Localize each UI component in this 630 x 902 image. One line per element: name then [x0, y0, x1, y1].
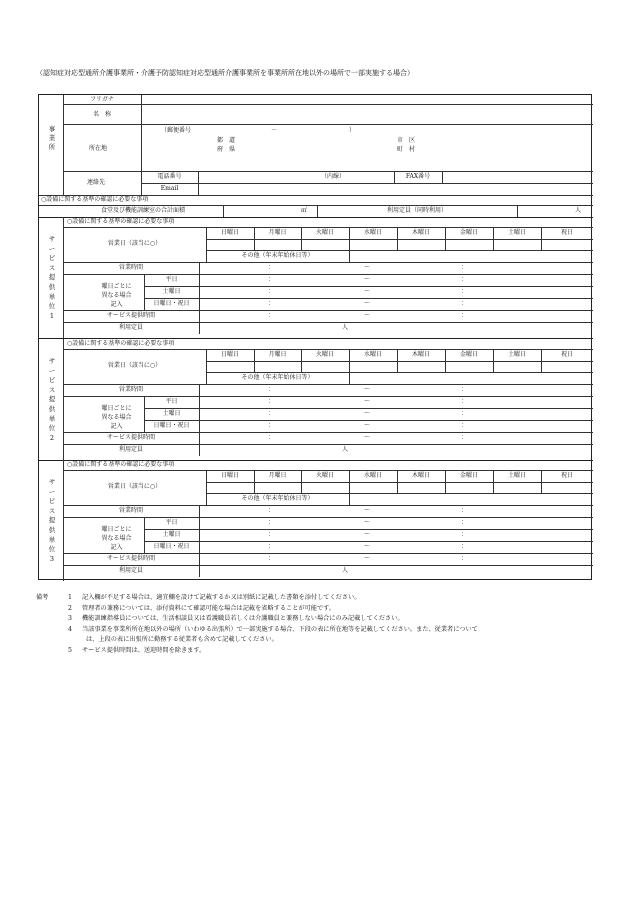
unit-3-day-4: 水曜日	[363, 472, 382, 479]
unit-2-day-4-mark[interactable]	[350, 362, 396, 371]
unit-3-day-2-mark[interactable]	[255, 483, 300, 492]
unit-2-sunhol-label: 日曜日・祝日	[153, 422, 190, 429]
unit-2-time-row-5-colon-a: ：	[268, 434, 275, 441]
note-item	[68, 604, 478, 615]
note-text: 管理者の兼務については、添付資料にて確認可能な場合は記載を省略することが可能です。	[82, 604, 336, 612]
unit-3-business-days-label: 営業日（該当に○）	[107, 483, 162, 490]
unit-1-time-row-1-colon-b: ：	[461, 264, 468, 271]
unit-2-other-label: その他（年末年始休日等）	[241, 374, 314, 381]
notes-list	[68, 593, 478, 657]
unit-1-time-row-3-tilde: ～	[364, 288, 371, 295]
unit-3-day-2: 月曜日	[268, 472, 287, 479]
unit-2-day-8-mark[interactable]	[542, 362, 592, 371]
unit-1-day-6-mark[interactable]	[446, 240, 492, 249]
facility-capacity-unit: 人	[575, 207, 582, 214]
unit-3-service-hours-label: サービス提供時間	[106, 555, 155, 562]
unit-2-time-row-4-input[interactable]	[200, 421, 592, 431]
name-label: 名 称	[92, 111, 111, 118]
contact-label: 連絡先	[87, 179, 106, 186]
unit-3-time-row-1-tilde: ～	[364, 507, 371, 514]
unit-3-day-3: 火曜日	[315, 472, 334, 479]
note-item	[68, 614, 478, 625]
unit-2-time-row-5-input[interactable]	[200, 433, 592, 443]
unit-3-time-row-4-tilde: ～	[364, 543, 371, 550]
unit-3-day-6-mark[interactable]	[446, 483, 492, 492]
unit-2-day-6: 金曜日	[459, 351, 478, 358]
unit-2-hours-label: 営業時間	[118, 386, 143, 393]
unit-2-header: ○設備に関する基準の確認に必要な事項	[67, 340, 175, 347]
unit-3-time-row-2-input[interactable]	[200, 518, 592, 528]
unit-1-time-row-1-tilde: ～	[364, 264, 371, 271]
area-input[interactable]	[224, 206, 316, 216]
service-unit-1-label: サ ー ビ ス 提 供 単 位 1	[48, 235, 56, 320]
note-number: 2	[68, 604, 72, 612]
unit-2-day-7-mark[interactable]	[494, 362, 540, 371]
unit-1-time-row-4-colon-b: ：	[461, 300, 468, 307]
unit-2-time-row-3-colon-b: ：	[461, 410, 468, 417]
area-label: 食堂及び機能訓練室の合計面積	[100, 207, 185, 214]
unit-3-header: ○設備に関する基準の確認に必要な事項	[67, 461, 175, 468]
unit-2-time-row-1-colon-b: ：	[461, 386, 468, 393]
unit-3-capacity-unit: 人	[342, 567, 349, 574]
unit-1-time-row-5-input[interactable]	[200, 311, 592, 321]
unit-3-time-row-3-colon-b: ：	[461, 531, 468, 538]
note-item	[68, 646, 478, 657]
unit-3-time-row-4-colon-a: ：	[268, 543, 275, 550]
notes-label: 備考	[36, 594, 49, 601]
unit-2-time-row-1-tilde: ～	[364, 386, 371, 393]
unit-1-time-row-4-colon-a: ：	[268, 300, 275, 307]
note-text: サービス提供時間は、送迎時間を除きます。	[82, 646, 206, 654]
furigana-label: フリガナ	[90, 96, 114, 103]
unit-1-day-8: 祝日	[560, 229, 573, 236]
unit-2-day-1: 日曜日	[220, 351, 239, 358]
service-unit-2-label: サ ー ビ ス 提 供 単 位 2	[48, 357, 56, 442]
unit-3-weekday-label: 平日	[165, 519, 178, 526]
unit-3-day-7: 土曜日	[507, 472, 526, 479]
unit-2-day-1-mark[interactable]	[207, 362, 253, 371]
prefecture-label-2: 府 県	[217, 146, 236, 153]
unit-1-day-5: 木曜日	[411, 229, 430, 236]
unit-1-time-row-2-tilde: ～	[364, 276, 371, 283]
unit-3-day-8-mark[interactable]	[542, 483, 592, 492]
note-number: 5	[68, 646, 72, 654]
unit-1-capacity-input[interactable]	[200, 323, 592, 333]
unit-1-service-hours-label: サービス提供時間	[106, 312, 155, 319]
unit-3-time-row-4-colon-b: ：	[461, 543, 468, 550]
unit-3-time-row-2-colon-b: ：	[461, 519, 468, 526]
unit-2-day-5: 木曜日	[411, 351, 430, 358]
unit-2-time-row-4-tilde: ～	[364, 422, 371, 429]
unit-1-business-days-label: 営業日（該当に○）	[107, 240, 162, 247]
phone-input[interactable]	[199, 172, 393, 183]
service-unit-3-label: サ ー ビ ス 提 供 単 位 3	[48, 478, 56, 563]
unit-3-time-row-4-input[interactable]	[200, 542, 592, 552]
unit-3-time-row-2-colon-a: ：	[268, 519, 275, 526]
unit-3-day-4-mark[interactable]	[350, 483, 396, 492]
unit-2-time-row-4-colon-a: ：	[268, 422, 275, 429]
unit-2-service-hours-label: サービス提供時間	[106, 434, 155, 441]
unit-1-other-input[interactable]	[350, 251, 592, 261]
note-number: 1	[68, 594, 72, 601]
unit-1-time-row-4-input[interactable]	[200, 299, 592, 309]
unit-3-time-row-2-tilde: ～	[364, 519, 371, 526]
extension-label: （内線）	[321, 173, 346, 180]
unit-2-day-4: 水曜日	[363, 351, 382, 358]
unit-1-hours-label: 営業時間	[118, 264, 143, 271]
unit-3-time-row-5-colon-b: ：	[461, 555, 468, 562]
unit-2-capacity-input[interactable]	[200, 445, 592, 455]
unit-2-weekday-label: 平日	[165, 398, 178, 405]
note-item	[68, 593, 478, 604]
unit-3-time-row-3-colon-a: ：	[268, 531, 275, 538]
unit-3-day-7-mark[interactable]	[494, 483, 540, 492]
fax-input[interactable]	[443, 172, 592, 183]
unit-1-day-4: 水曜日	[363, 229, 382, 236]
unit-2-day-6-mark[interactable]	[446, 362, 492, 371]
unit-3-time-row-5-colon-a: ：	[268, 555, 275, 562]
unit-3-other-label: その他（年末年始休日等）	[241, 495, 314, 502]
unit-1-day-2: 月曜日	[268, 229, 287, 236]
unit-1-sunhol-label: 日曜日・祝日	[153, 300, 190, 307]
unit-1-time-row-3-colon-b: ：	[461, 288, 468, 295]
postal-label: （郵便番号	[161, 127, 192, 134]
unit-1-day-4-mark[interactable]	[350, 240, 396, 249]
note-text: は、上段の表に出張所に勤務する従業者も含めて記載してください。	[86, 636, 278, 644]
unit-1-day-3-mark[interactable]	[302, 240, 348, 249]
facility-capacity-input[interactable]	[518, 206, 592, 216]
unit-1-time-row-2-colon-b: ：	[461, 276, 468, 283]
unit-2-time-row-2-tilde: ～	[364, 398, 371, 405]
unit-2-day-2-mark[interactable]	[255, 362, 300, 371]
facility-capacity-label: 利用定員（同時利用）	[386, 207, 447, 214]
unit-1-day-7: 土曜日	[507, 229, 526, 236]
unit-2-business-days-label: 営業日（該当に○）	[107, 362, 162, 369]
unit-2-day-8: 祝日	[560, 351, 573, 358]
unit-3-time-row-5-tilde: ～	[364, 555, 371, 562]
unit-3-day-3-mark[interactable]	[302, 483, 348, 492]
unit-1-day-7-mark[interactable]	[494, 240, 540, 249]
unit-2-time-row-2-input[interactable]	[200, 397, 592, 407]
phone-label: 電話番号	[157, 173, 182, 180]
unit-1-time-row-3-input[interactable]	[200, 287, 592, 297]
unit-2-other-input[interactable]	[350, 373, 592, 383]
unit-3-saturday-label: 土曜日	[162, 531, 181, 538]
unit-2-time-row-5-tilde: ～	[364, 434, 371, 441]
application-form-table	[38, 94, 592, 580]
unit-3-day-8: 祝日	[560, 472, 573, 479]
unit-3-day-1: 日曜日	[220, 472, 239, 479]
unit-3-sunhol-label: 日曜日・祝日	[153, 543, 190, 550]
form-caption: （認知症対応型通所介護事業所・介護予防認知症対応型通所介護事業所を事業所所在地以外の場所で一部実施する場合）	[36, 69, 414, 77]
unit-2-day-2: 月曜日	[268, 351, 287, 358]
unit-2-time-row-3-input[interactable]	[200, 409, 592, 419]
email-label: Email	[160, 185, 179, 192]
note-item	[68, 635, 478, 646]
unit-1-time-row-1-input[interactable]	[200, 263, 592, 273]
unit-1-capacity-label: 利用定員	[118, 324, 143, 331]
postal-close: ）	[349, 127, 356, 134]
unit-3-time-row-1-input[interactable]	[200, 506, 592, 516]
unit-1-day-6: 金曜日	[459, 229, 478, 236]
name-input[interactable]	[142, 105, 592, 124]
unit-3-capacity-input[interactable]	[200, 566, 592, 576]
unit-1-day-2-mark[interactable]	[255, 240, 300, 249]
furigana-input[interactable]	[142, 96, 592, 104]
unit-1-time-row-2-colon-a: ：	[268, 276, 275, 283]
unit-2-saturday-label: 土曜日	[162, 410, 181, 417]
unit-1-time-row-4-tilde: ～	[364, 300, 371, 307]
unit-1-time-row-5-tilde: ～	[364, 312, 371, 319]
unit-2-day-5-mark[interactable]	[398, 362, 444, 371]
unit-2-time-row-5-colon-b: ：	[461, 434, 468, 441]
unit-1-day-8-mark[interactable]	[542, 240, 592, 249]
unit-1-day-1: 日曜日	[220, 229, 239, 236]
unit-1-time-row-2-input[interactable]	[200, 275, 592, 285]
city-label-1: 市 区	[397, 137, 416, 144]
fax-label: FAX番号	[405, 173, 431, 180]
unit-2-day-7: 土曜日	[507, 351, 526, 358]
unit-1-diff-label: 曜日ごとに 異なる場合 記入	[101, 283, 132, 308]
unit-2-time-row-1-input[interactable]	[200, 385, 592, 395]
unit-2-time-row-3-tilde: ～	[364, 410, 371, 417]
unit-2-day-3: 火曜日	[315, 351, 334, 358]
unit-2-time-row-4-colon-b: ：	[461, 422, 468, 429]
unit-1-other-label: その他（年末年始休日等）	[241, 252, 314, 259]
unit-3-day-5-mark[interactable]	[398, 483, 444, 492]
unit-3-hours-label: 営業時間	[118, 507, 143, 514]
prefecture-label-1: 都 道	[217, 137, 236, 144]
note-item	[68, 625, 478, 636]
unit-3-time-row-3-tilde: ～	[364, 531, 371, 538]
city-label-2: 町 村	[397, 146, 416, 153]
unit-3-capacity-label: 利用定員	[118, 567, 143, 574]
unit-1-day-5-mark[interactable]	[398, 240, 444, 249]
note-text: 機能訓練指導員については、生活相談員又は看護職員若しくは介護職員と兼務しない場合にのみ記載してください。	[82, 615, 404, 623]
area-unit: ㎡	[301, 207, 308, 214]
unit-3-diff-label: 曜日ごとに 異なる場合 記入	[101, 526, 132, 551]
unit-3-time-row-3-input[interactable]	[200, 530, 592, 540]
unit-3-day-6: 金曜日	[459, 472, 478, 479]
note-number: 4	[68, 625, 72, 633]
unit-3-day-1-mark[interactable]	[207, 483, 253, 492]
unit-1-time-row-5-colon-a: ：	[268, 312, 275, 319]
unit-2-capacity-label: 利用定員	[118, 446, 143, 453]
address-input[interactable]	[142, 125, 592, 171]
note-number: 3	[68, 615, 72, 623]
unit-1-time-row-1-colon-a: ：	[268, 264, 275, 271]
address-label: 所在地	[89, 145, 108, 152]
facility-header: ○設備に関する基準の確認に必要な事項	[41, 196, 149, 203]
unit-2-time-row-1-colon-a: ：	[268, 386, 275, 393]
unit-3-time-row-5-input[interactable]	[200, 554, 592, 564]
office-section-label: 事 業 所	[48, 125, 56, 151]
unit-3-day-5: 木曜日	[411, 472, 430, 479]
unit-2-day-3-mark[interactable]	[302, 362, 348, 371]
unit-3-time-row-1-colon-b: ：	[461, 507, 468, 514]
note-text: 記入欄が不足する場合は、適宜欄を設けて記載するか又は別紙に記載した書類を添付してください。	[82, 594, 361, 601]
note-text: 当該事業を事業所所在地以外の場所（いわゆる出張所）で一部実施する場合、下段の表に所在地等を記載してください。また、従業者について	[82, 625, 478, 633]
unit-2-capacity-unit: 人	[342, 446, 349, 453]
unit-1-time-row-3-colon-a: ：	[268, 288, 275, 295]
unit-2-time-row-2-colon-a: ：	[268, 398, 275, 405]
unit-2-time-row-3-colon-a: ：	[268, 410, 275, 417]
unit-1-day-3: 火曜日	[315, 229, 334, 236]
unit-1-header: ○設備に関する基準の確認に必要な事項	[67, 218, 175, 225]
unit-1-day-1-mark[interactable]	[207, 240, 253, 249]
unit-2-diff-label: 曜日ごとに 異なる場合 記入	[101, 405, 132, 430]
unit-3-other-input[interactable]	[350, 494, 592, 504]
unit-3-time-row-1-colon-a: ：	[268, 507, 275, 514]
postal-dash: －	[271, 127, 278, 134]
unit-1-weekday-label: 平日	[165, 276, 178, 283]
unit-1-saturday-label: 土曜日	[162, 288, 181, 295]
unit-1-time-row-5-colon-b: ：	[461, 312, 468, 319]
unit-2-time-row-2-colon-b: ：	[461, 398, 468, 405]
unit-1-capacity-unit: 人	[342, 324, 349, 331]
email-input[interactable]	[199, 184, 592, 195]
